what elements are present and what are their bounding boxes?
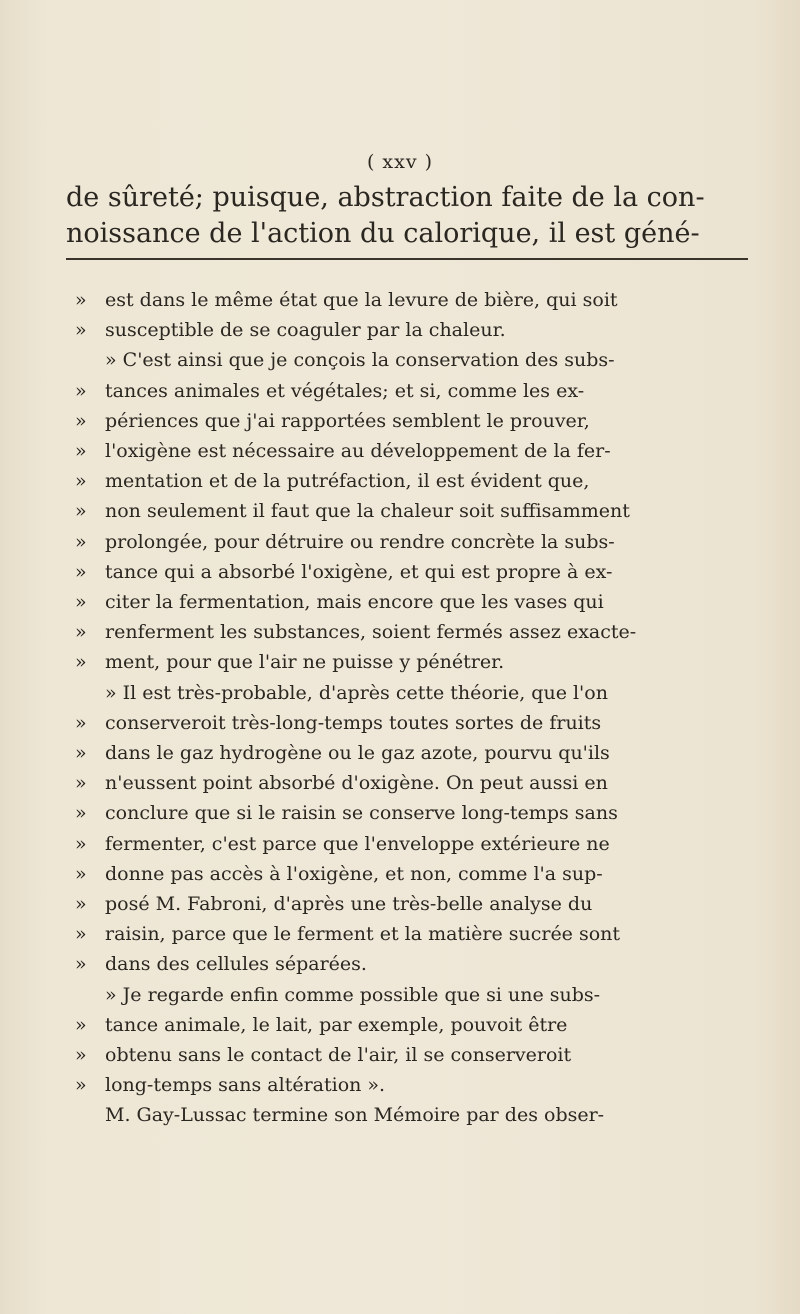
text-line [75, 1100, 755, 1130]
text-line [75, 859, 755, 889]
quote-mark: » [75, 742, 87, 765]
quote-mark: » [75, 832, 87, 855]
quoted-body-text [75, 285, 755, 1131]
quote-mark: » [75, 409, 87, 432]
line-text: mentation et de la putréfaction, il est évident que, [105, 470, 590, 493]
line-text: n'eussent point absorbé d'oxigène. On peut aussi en [105, 772, 608, 795]
page-number-header: ( xxv ) [366, 151, 434, 173]
quote-mark: » [75, 530, 87, 553]
text-line [75, 285, 755, 315]
line-text: périences que j'ai rapportées semblent le prouver, [105, 409, 590, 432]
line-text: donne pas accès à l'oxigène, et non, comme l'a sup- [105, 862, 603, 885]
quote-mark [75, 1100, 105, 1130]
line-text: obtenu sans le contact de l'air, il se conserveroit [105, 1044, 572, 1067]
quote-mark: » [75, 591, 87, 614]
quote-mark: » [75, 470, 87, 493]
quote-mark: » [75, 893, 87, 916]
text-line [75, 980, 755, 1010]
line-text: non seulement il faut que la chaleur soit suffisamment [105, 500, 630, 523]
line-text: conserveroit très-long-temps toutes sortes de fruits [105, 711, 602, 734]
line-text: prolongée, pour détruire ou rendre concrète la subs- [105, 530, 615, 553]
quote-mark: » [75, 500, 87, 523]
text-line [75, 647, 755, 677]
text-line [75, 496, 755, 526]
quote-mark: » [75, 711, 87, 734]
text-line [75, 768, 755, 798]
text-line [75, 617, 755, 647]
quote-mark: » [75, 289, 87, 311]
text-line [75, 527, 755, 557]
quote-mark: » [75, 1013, 87, 1036]
text-line [75, 708, 755, 738]
quote-mark [75, 678, 105, 708]
section-divider [66, 258, 748, 260]
text-line [75, 436, 755, 466]
text-line [75, 587, 755, 617]
quote-mark: » [75, 772, 87, 795]
text-line [75, 557, 755, 587]
intro-text [66, 180, 746, 252]
quote-mark: » [75, 440, 87, 463]
text-line [75, 798, 755, 828]
quote-mark: » [75, 923, 87, 946]
line-text: dans des cellules séparées. [105, 953, 367, 976]
line-text: » C'est ainsi que je conçois la conservation des subs- [105, 349, 615, 372]
intro-line: de sûreté; puisque, abstraction faite de la con- [66, 182, 705, 213]
line-text: raisin, parce que le ferment et la matière sucrée sont [105, 923, 621, 946]
line-text: tance animale, le lait, par exemple, pouvoit être [105, 1013, 568, 1036]
line-text: est dans le même état que la levure de bière, qui soit [105, 289, 618, 311]
quote-mark: » [75, 560, 87, 583]
line-text: fermenter, c'est parce que l'enveloppe extérieure ne [105, 832, 610, 855]
text-line [75, 949, 755, 979]
quote-mark: » [75, 802, 87, 825]
quote-mark [75, 345, 105, 375]
quote-mark: » [75, 621, 87, 644]
quote-mark: » [75, 1044, 87, 1067]
quote-mark: » [75, 379, 87, 402]
line-text: l'oxigène est nécessaire au développement de la fer- [105, 440, 611, 463]
text-line [75, 829, 755, 859]
line-text: dans le gaz hydrogène ou le gaz azote, pourvu qu'ils [105, 742, 610, 765]
line-text: susceptible de se coaguler par la chaleur. [105, 319, 506, 342]
text-line [75, 345, 755, 375]
text-line [75, 919, 755, 949]
intro-line: noissance de l'action du calorique, il est géné- [66, 218, 700, 249]
text-line [75, 678, 755, 708]
line-text: conclure que si le raisin se conserve long-temps sans [105, 802, 618, 825]
line-text: renferment les substances, soient fermés assez exacte- [105, 621, 637, 644]
text-line [75, 738, 755, 768]
text-line [75, 315, 755, 345]
line-text: posé M. Fabroni, d'après une très-belle analyse du [105, 893, 593, 916]
line-text: » Il est très-probable, d'après cette théorie, que l'on [105, 681, 608, 704]
text-line [75, 376, 755, 406]
line-text: ment, pour que l'air ne puisse y pénétrer. [105, 651, 505, 674]
line-text: M. Gay-Lussac termine son Mémoire par des obser- [105, 1104, 605, 1127]
quote-mark: » [75, 319, 87, 342]
quote-mark: » [75, 862, 87, 885]
quote-mark: » [75, 651, 87, 674]
quote-mark: » [75, 953, 87, 976]
text-line [75, 1010, 755, 1040]
text-line [75, 466, 755, 496]
line-text: long-temps sans altération ». [105, 1074, 386, 1097]
line-text: citer la fermentation, mais encore que les vases qui [105, 591, 604, 614]
text-line [75, 1070, 755, 1100]
quote-mark: » [75, 1074, 87, 1097]
text-line [75, 1040, 755, 1070]
line-text: » Je regarde enfin comme possible que si une subs- [105, 983, 601, 1006]
line-text: tances animales et végétales; et si, comme les ex- [105, 379, 585, 402]
line-text: tance qui a absorbé l'oxigène, et qui est propre à ex- [105, 560, 613, 583]
text-line [75, 406, 755, 436]
quote-mark [75, 980, 105, 1010]
text-line [75, 889, 755, 919]
